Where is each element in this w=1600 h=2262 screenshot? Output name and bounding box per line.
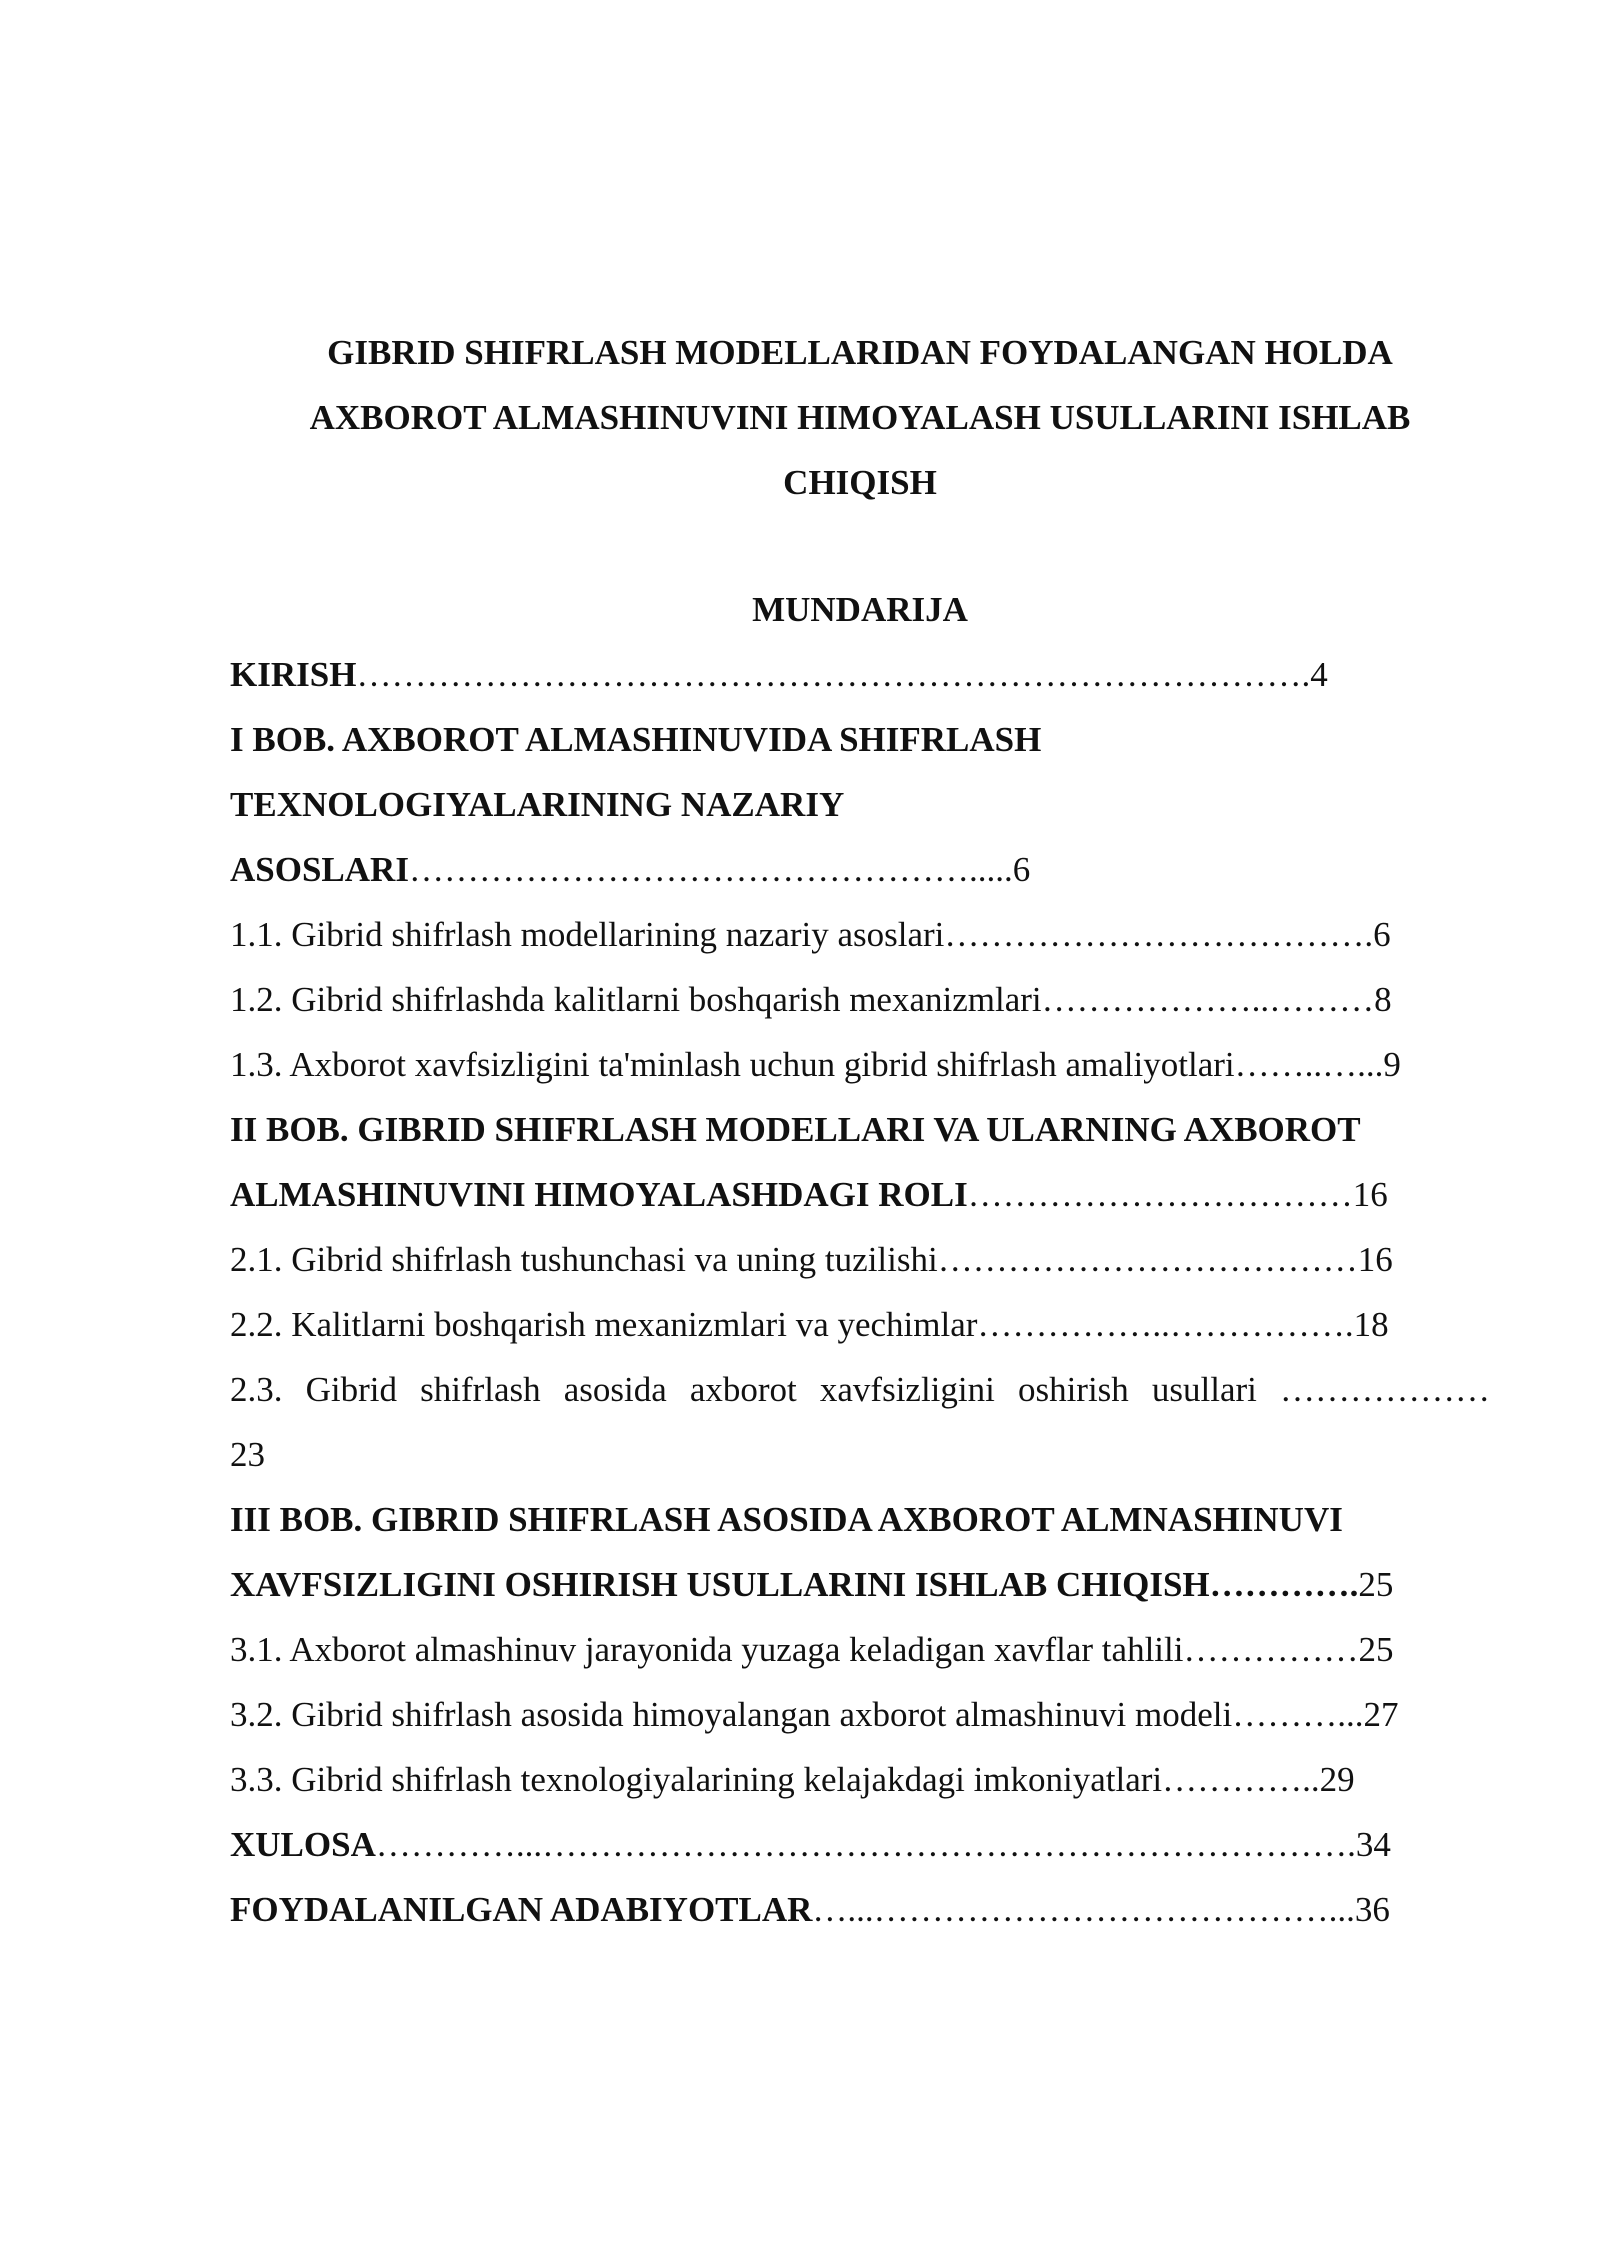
toc-page-number: 16 [1352,1175,1388,1214]
toc-leader-dots: ………………………………. [944,915,1374,954]
toc-section-3-2 [230,1682,1490,1747]
toc-entry-label: 1.3. Axborot xavfsizligini ta'minlash uchun gibrid shifrlash amaliyotlari [230,1045,1235,1084]
toc-leader-dots: …………...……………………………………………………………. [375,1825,1356,1864]
toc-entry-label: 1.2. Gibrid shifrlashda kalitlarni boshqarish mexanizmlari [230,980,1042,1019]
toc-leader-dots: ……..…... [1234,1045,1384,1084]
table-of-contents [230,642,1490,1942]
toc-entry-label: 1.1. Gibrid shifrlash modellarining nazariy asoslari [230,915,945,954]
toc-leader-dots: …………. [1209,1565,1359,1604]
toc-entry-label: 3.1. Axborot almashinuv jarayonida yuzaga keladigan xavflar tahlili [230,1630,1184,1669]
toc-section-3-3 [230,1747,1490,1812]
toc-section-3-1 [230,1617,1490,1682]
toc-entry-label: XAVFSIZLIGINI OSHIRISH USULLARINI ISHLAB CHIQISH [230,1565,1210,1604]
toc-section-2-1 [230,1227,1490,1292]
toc-chapter-2-line-2 [230,1162,1490,1227]
toc-heading: MUNDARIJA [752,590,968,629]
toc-entry-adabiyotlar [230,1877,1490,1942]
title-line-3: CHIQISH [783,463,937,502]
toc-page-number: 36 [1354,1890,1390,1929]
toc-section-1-3 [230,1032,1490,1097]
toc-page-number: 27 [1363,1695,1399,1734]
toc-entry-label: 2.3. Gibrid shifrlash asosida axborot xavfsizligini oshirish usullari [230,1370,1257,1409]
toc-entry-label: XULOSA [230,1825,376,1864]
toc-entry-label: KIRISH [230,655,357,694]
toc-entry-label: 3.2. Gibrid shifrlash asosida himoyalangan axborot almashinuvi modeli [230,1695,1233,1734]
toc-leader-dots: ……………… [1280,1370,1491,1409]
toc-leader-dots: ………... [1232,1695,1364,1734]
toc-entry-label: 2.2. Kalitlarni boshqarish mexanizmlari va yechimlar [230,1305,978,1344]
toc-entry-label: 3.3. Gibrid shifrlash texnologiyalarining kelajakdagi imkoniyatlari [230,1760,1163,1799]
toc-page-number: 9 [1383,1045,1401,1084]
toc-chapter-3-line-1: III BOB. GIBRID SHIFRLASH ASOSIDA AXBOROT ALMNASHINUVI [230,1500,1343,1539]
toc-leader-dots: ………………..……… [1041,980,1375,1019]
toc-leader-dots: …………… [1183,1630,1359,1669]
toc-leader-dots: …………………………………………..... [408,850,1013,889]
toc-page-number: 25 [1358,1565,1394,1604]
toc-leader-dots: ………….. [1162,1760,1320,1799]
toc-chapter-1-line-2: TEXNOLOGIYALARINING NAZARIY [230,785,845,824]
toc-entry-label: ASOSLARI [230,850,409,889]
toc-chapter-1-line-1: I BOB. AXBOROT ALMASHINUVIDA SHIFRLASH [230,720,1042,759]
toc-section-2-3 [230,1357,1490,1422]
title-line-1: GIBRID SHIFRLASH MODELLARIDAN FOYDALANGAN HOLDA [327,333,1393,372]
toc-chapter-2-line-1: II BOB. GIBRID SHIFRLASH MODELLARI VA ULARNING AXBOROT [230,1110,1361,1149]
toc-entry-label: FOYDALANILGAN ADABIYOTLAR [230,1890,813,1929]
toc-page-number: 6 [1373,915,1391,954]
toc-section-1-2 [230,967,1490,1032]
toc-page-number: 6 [1012,850,1031,889]
toc-section-1-1 [230,902,1490,967]
toc-leader-dots: …...…………………………………... [812,1890,1355,1929]
toc-entry-kirish [230,642,1490,707]
toc-leader-dots: ……………..……………. [977,1305,1354,1344]
toc-leader-dots: ………………………………………………………………………. [356,655,1311,694]
toc-page-number: 8 [1374,980,1392,1019]
toc-entry-xulosa [230,1812,1490,1877]
toc-section-2-2 [230,1292,1490,1357]
title-line-2: AXBOROT ALMASHINUVINI HIMOYALASH USULLARINI ISHLAB [309,398,1411,437]
toc-entry-label: ALMASHINUVINI HIMOYALASHDAGI ROLI [230,1175,968,1214]
toc-page-number: 34 [1355,1825,1391,1864]
toc-chapter-1-line-3 [230,837,1490,902]
toc-page-number: 25 [1358,1630,1394,1669]
toc-leader-dots: …………………………… [967,1175,1353,1214]
toc-page-number: 4 [1310,655,1328,694]
document-title [230,320,1490,515]
toc-page-number: 29 [1319,1760,1355,1799]
toc-entry-label: 2.1. Gibrid shifrlash tushunchasi va uning tuzilishi [230,1240,938,1279]
toc-chapter-3-line-2 [230,1552,1490,1617]
toc-page-number: 18 [1353,1305,1389,1344]
toc-page-number: 16 [1357,1240,1393,1279]
toc-section-2-3-page-line [230,1422,1490,1487]
toc-leader-dots: ……………………………… [937,1240,1358,1279]
toc-page-number: 23 [230,1435,265,1474]
